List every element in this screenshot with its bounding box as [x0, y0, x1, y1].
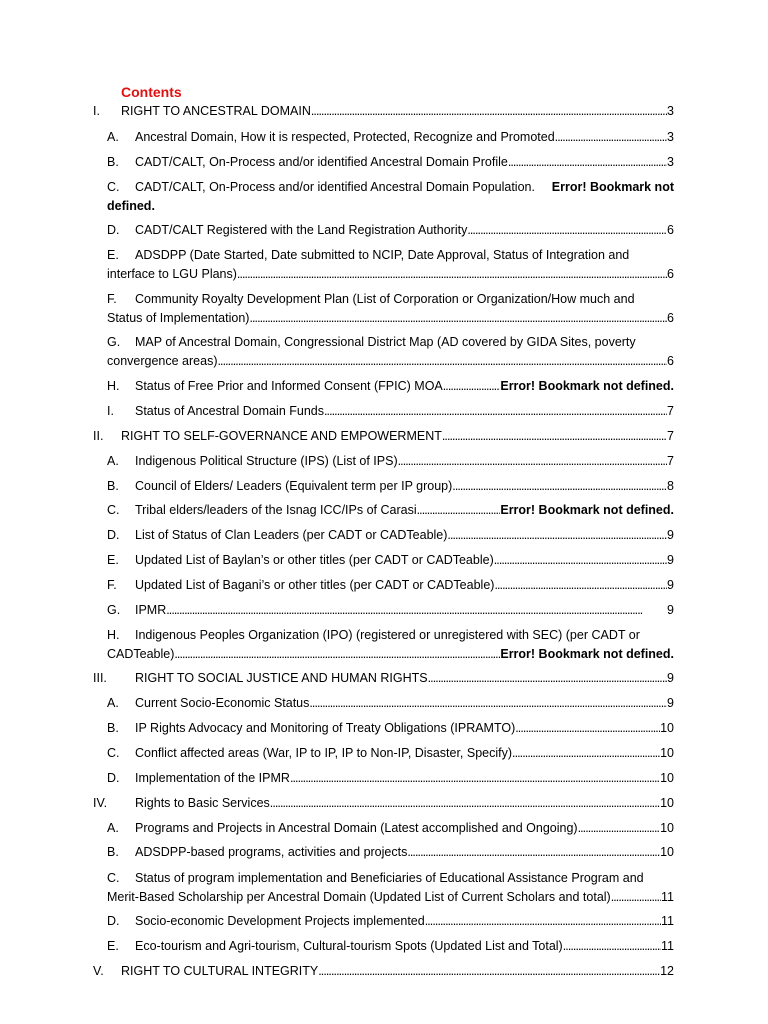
- toc-leader-dots: [512, 744, 660, 763]
- toc-entry-title-continued: interface to LGU Plans): [107, 266, 237, 281]
- toc-entry-title: MAP of Ancestral Domain, Congressional District Map (AD covered by GIDA Sites, poverty: [135, 335, 636, 349]
- toc-entry-title: Current Socio-Economic Status: [135, 696, 310, 710]
- toc-entry[interactable]: [0, 290, 768, 327]
- toc-entry-number: E.: [107, 939, 119, 953]
- toc-leader-dots: [447, 526, 667, 545]
- toc-entry-page: 12: [660, 964, 674, 978]
- toc-entry-page: 9: [667, 528, 674, 542]
- toc-entry-number: B.: [107, 479, 119, 493]
- toc-entry-page: 6: [667, 266, 674, 281]
- toc-entry-page: Error! Bookmark not defined.: [500, 646, 674, 661]
- toc-leader-dots: [442, 427, 667, 446]
- toc-entry-page: 3: [667, 104, 674, 118]
- toc-leader-dots: [318, 962, 660, 981]
- toc-entry-title: Status of Free Prior and Informed Consent (FPIC) MOA: [135, 379, 443, 393]
- toc-leader-dots: [417, 501, 501, 520]
- toc-entry-number: F.: [107, 578, 117, 592]
- contents-heading: Contents: [121, 84, 182, 100]
- toc-entry-number: D.: [107, 223, 120, 237]
- toc-entry-page: Error! Bookmark not defined.: [500, 379, 674, 393]
- toc-entry-number: H.: [107, 379, 120, 393]
- toc-entry-title-continued: convergence areas): [107, 353, 218, 368]
- toc-entry-page: 10: [660, 746, 674, 760]
- toc-entry-title: Rights to Basic Services: [135, 796, 270, 810]
- toc-leader-dots: [467, 221, 667, 240]
- toc-entry-page: 10: [660, 796, 674, 810]
- toc-entry-page: 6: [667, 353, 674, 368]
- toc-entry-page-continued: defined.: [107, 198, 155, 213]
- toc-entry-title: IP Rights Advocacy and Monitoring of Treaty Obligations (IPRAMTO): [135, 721, 516, 735]
- toc-leader-dots: [425, 912, 661, 931]
- toc-entry[interactable]: [0, 869, 768, 906]
- toc-entry-title: Updated List of Baylan’s or other titles (per CADT or CADTeable): [135, 553, 494, 567]
- toc-entry-number: E.: [107, 248, 119, 262]
- toc-entry-number: B.: [107, 721, 119, 735]
- toc-entry-title: RIGHT TO ANCESTRAL DOMAIN: [121, 104, 311, 118]
- toc-entry[interactable]: [0, 246, 768, 283]
- toc-leader-dots: [217, 352, 667, 371]
- toc-leader-dots: [237, 265, 667, 284]
- toc-entry-page: 9: [667, 696, 674, 710]
- toc-entry-number: B.: [107, 845, 119, 859]
- toc-entry-page: 11: [661, 889, 674, 904]
- toc-entry-page: 7: [667, 404, 674, 418]
- toc-entry-page: 9: [667, 578, 674, 592]
- toc-leader-dots: [324, 402, 667, 421]
- toc-entry-title: ADSDPP-based programs, activities and projects: [135, 845, 408, 859]
- toc-leader-dots: [270, 794, 660, 813]
- toc-entry-title: Tribal elders/leaders of the Isnag ICC/IPs of Carasi: [135, 503, 417, 517]
- toc-entry-title: List of Status of Clan Leaders (per CADT or CADTeable): [135, 528, 448, 542]
- toc-leader-dots: [494, 551, 667, 570]
- toc-leader-dots: [611, 888, 661, 907]
- toc-entry-title: Socio-economic Development Projects implemented: [135, 914, 425, 928]
- toc-entry-page: 9: [667, 603, 674, 617]
- toc-entry-number: III.: [93, 671, 107, 685]
- toc-entry-title: Indigenous Peoples Organization (IPO) (registered or unregistered with SEC) (per CADT or: [135, 628, 640, 642]
- toc-leader-dots: [407, 843, 660, 862]
- toc-entry-number: B.: [107, 155, 119, 169]
- toc-entry-number: IV.: [93, 796, 108, 810]
- toc-entry-number: A.: [107, 696, 119, 710]
- toc-leader-dots: [515, 719, 660, 738]
- toc-leader-dots: [443, 377, 501, 396]
- toc-entry-number: I.: [93, 104, 100, 118]
- toc-leader-dots: [494, 576, 667, 595]
- toc-entry-number: G.: [107, 335, 121, 349]
- toc-entry-page: 7: [667, 454, 674, 468]
- toc-entry-title: Conflict affected areas (War, IP to IP, IP to Non-IP, Disaster, Specify): [135, 746, 513, 760]
- toc-entry-number: C.: [107, 871, 120, 885]
- toc-entry-title: Ancestral Domain, How it is respected, Protected, Recognize and Promoted: [135, 130, 555, 144]
- toc-entry-page: 7: [667, 429, 674, 443]
- toc-leader-dots: [578, 819, 661, 838]
- toc-entry-title: Programs and Projects in Ancestral Domain (Latest accomplished and Ongoing): [135, 821, 578, 835]
- toc-entry-title: Council of Elders/ Leaders (Equivalent term per IP group): [135, 479, 453, 493]
- toc-entry-page: 6: [667, 310, 674, 325]
- toc-entry-page: 9: [667, 671, 674, 685]
- toc-entry-title: Status of Ancestral Domain Funds: [135, 404, 324, 418]
- toc-entry[interactable]: [0, 626, 768, 663]
- toc-entry-page: 3: [667, 130, 674, 144]
- toc-entry-number: C.: [107, 746, 120, 760]
- toc-entry-title: CADT/CALT Registered with the Land Registration Authority: [135, 223, 468, 237]
- toc-entry-number: A.: [107, 821, 119, 835]
- toc-entry-page: Error! Bookmark not: [551, 180, 674, 194]
- toc-entry-number: C.: [107, 503, 120, 517]
- toc-leader-dots: [290, 769, 660, 788]
- toc-entry-number: II.: [93, 429, 104, 443]
- toc-entry-number: E.: [107, 553, 119, 567]
- toc-leader-dots: [555, 128, 667, 147]
- toc-entry-page: 8: [667, 479, 674, 493]
- toc-leader-dots: [508, 153, 667, 172]
- toc-entry-number: V.: [93, 964, 104, 978]
- toc-entry-title: ADSDPP (Date Started, Date submitted to NCIP, Date Approval, Status of Integration and: [135, 248, 630, 262]
- toc-entry-title: RIGHT TO SOCIAL JUSTICE AND HUMAN RIGHTS: [135, 671, 428, 685]
- toc-entry-page: 10: [660, 845, 674, 859]
- toc-entry-page: 9: [667, 553, 674, 567]
- toc-entry-number: G.: [107, 603, 121, 617]
- toc-leader-dots: [249, 309, 667, 328]
- toc-entry-title: IPMR: [135, 603, 167, 617]
- toc-entry-page: 10: [660, 771, 674, 785]
- toc-entry-number: D.: [107, 528, 120, 542]
- toc-leader-dots: [166, 601, 667, 620]
- toc-leader-dots: [452, 477, 667, 496]
- toc-entry-page: 10: [660, 721, 674, 735]
- toc-leader-dots: [428, 669, 667, 688]
- toc-leader-dots: [311, 102, 667, 121]
- toc-entry-page: Error! Bookmark not defined.: [500, 503, 674, 517]
- toc-leader-dots: [398, 452, 667, 471]
- toc-entry-title: Community Royalty Development Plan (List of Corporation or Organization/How much and: [135, 292, 635, 306]
- toc-entry-number: D.: [107, 771, 120, 785]
- toc-leader-dots: [174, 645, 500, 664]
- toc-entry-title: Indigenous Political Structure (IPS) (List of IPS): [135, 454, 398, 468]
- toc-entry-title-continued: CADTeable): [107, 646, 175, 661]
- toc-entry-number: D.: [107, 914, 120, 928]
- toc-entry-title: Updated List of Bagani’s or other titles (per CADT or CADTeable): [135, 578, 495, 592]
- toc-entry-number: H.: [107, 628, 120, 642]
- toc-entry-title-continued: Status of Implementation): [107, 310, 250, 325]
- toc-entry-page: 10: [660, 821, 674, 835]
- toc-entry-page: 6: [667, 223, 674, 237]
- toc-entry[interactable]: [0, 333, 768, 370]
- toc-leader-dots: [309, 694, 667, 713]
- toc-entry-number: A.: [107, 130, 119, 144]
- toc-leader-dots: [563, 937, 661, 956]
- toc-entry-title: RIGHT TO CULTURAL INTEGRITY: [121, 964, 319, 978]
- toc-entry-number: I.: [107, 404, 114, 418]
- toc-entry-title: CADT/CALT, On-Process and/or identified Ancestral Domain Profile: [135, 155, 508, 169]
- toc-entry-number: F.: [107, 292, 117, 306]
- toc-entry-page: 3: [667, 155, 674, 169]
- toc-entry-title: Implementation of the IPMR: [135, 771, 290, 785]
- toc-entry-title: CADT/CALT, On-Process and/or identified Ancestral Domain Population.: [135, 180, 535, 194]
- toc-entry-title: RIGHT TO SELF-GOVERNANCE AND EMPOWERMENT: [121, 429, 442, 443]
- toc-entry-page: 11: [661, 914, 674, 928]
- toc-entry-number: A.: [107, 454, 119, 468]
- toc-entry-number: C.: [107, 180, 120, 194]
- toc-entry-title: Eco-tourism and Agri-tourism, Cultural-tourism Spots (Updated List and Total): [135, 939, 563, 953]
- toc-entry-page: 11: [661, 939, 674, 953]
- toc-entry-title-continued: Merit-Based Scholarship per Ancestral Domain (Updated List of Current Scholars and total): [107, 889, 611, 904]
- toc-entry-title: Status of program implementation and Beneficiaries of Educational Assistance Program and: [135, 871, 644, 885]
